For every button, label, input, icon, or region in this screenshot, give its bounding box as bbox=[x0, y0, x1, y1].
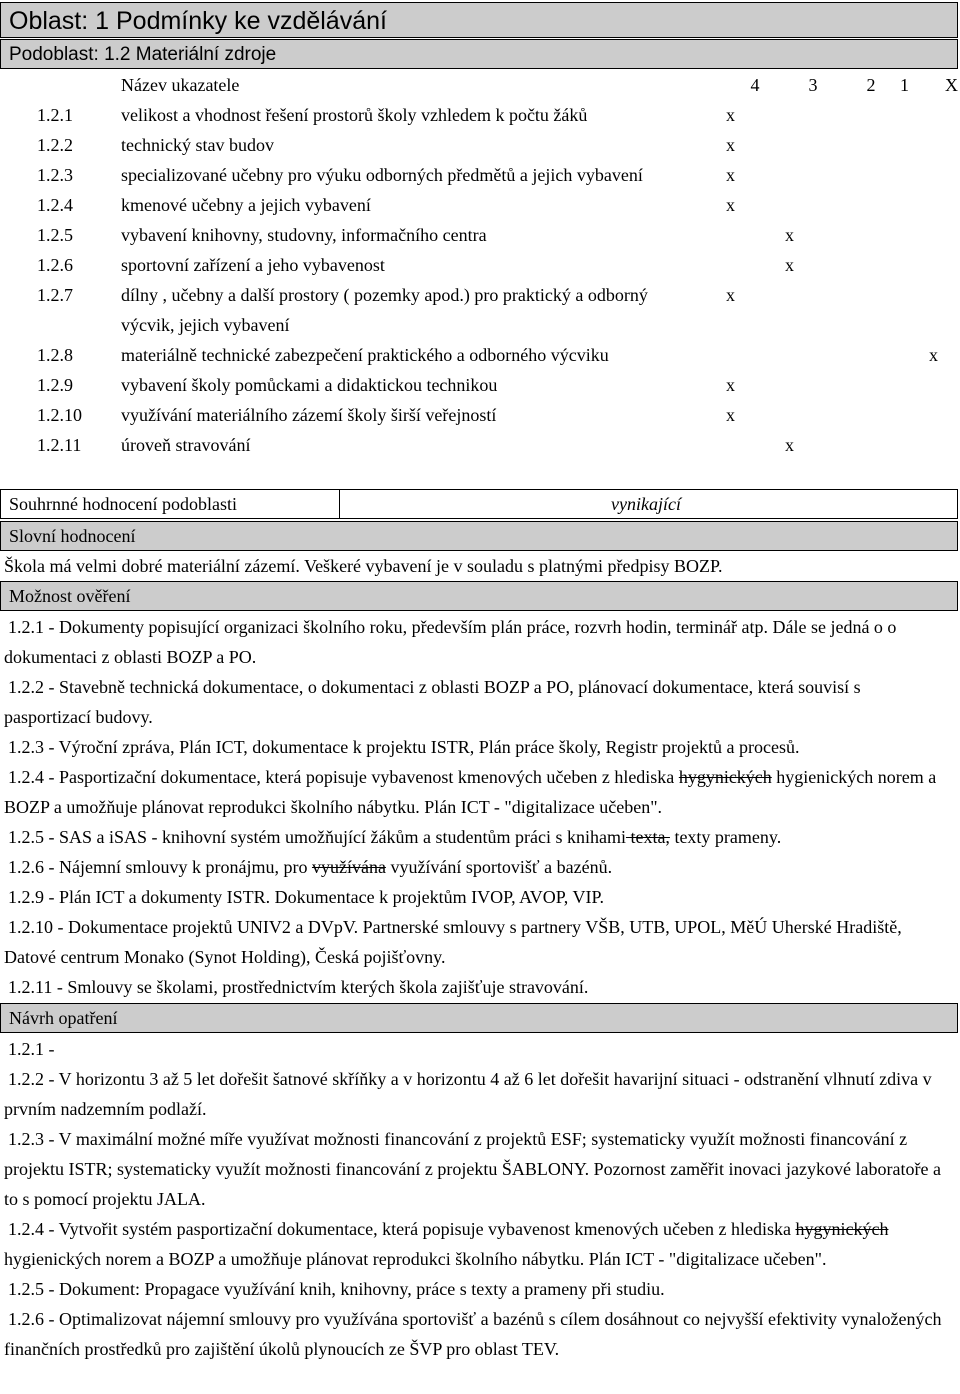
indicator-code: 1.2.5 bbox=[37, 225, 73, 245]
summary-row bbox=[0, 489, 958, 519]
score-mark: x bbox=[726, 375, 735, 395]
score-cell bbox=[784, 130, 842, 160]
score-cell bbox=[900, 250, 958, 280]
score-cell bbox=[784, 100, 842, 130]
indicator-name: materiálně technické zabezpečení praktického a odborného výcviku bbox=[121, 345, 609, 365]
navrh-header: Návrh opatření bbox=[0, 1003, 958, 1033]
indicator-code: 1.2.7 bbox=[37, 285, 73, 305]
item-text-continued: využívání sportovišť a bazénů. bbox=[385, 857, 613, 877]
score-cell bbox=[900, 100, 958, 130]
spacer-cell bbox=[700, 100, 726, 130]
spacer-cell bbox=[700, 340, 726, 370]
table-row bbox=[0, 280, 958, 340]
struck-text: využívána bbox=[311, 857, 386, 877]
score-cell bbox=[842, 430, 900, 460]
spacer-cell bbox=[700, 220, 726, 250]
score-mark: x bbox=[785, 255, 794, 275]
indicator-name: technický stav budov bbox=[121, 135, 274, 155]
score-cell bbox=[900, 160, 958, 190]
item-text: 1.2.4 - Pasportizační dokumentace, která popisuje vybavenost kmenových učeben z hlediska bbox=[8, 767, 679, 787]
item-text-continued: hygienických norem a BOZP a umožňuje plánovat reprodukci školního nábytku. Plán ICT - "digitalizace učeben". bbox=[4, 1249, 827, 1269]
score-cell bbox=[842, 280, 900, 340]
item-text: 1.2.10 - Dokumentace projektů UNIV2 a DVpV. Partnerské smlouvy s partnery VŠB, UTB, UPOL, MěÚ Uherské Hradiště, Datové centrum Monako (Synot Holding), Česká pojišťovny. bbox=[4, 917, 902, 967]
score-cell bbox=[784, 190, 842, 220]
indicator-table bbox=[0, 70, 958, 460]
spacer-cell bbox=[700, 250, 726, 280]
item-text: 1.2.2 - Stavebně technická dokumentace, o dokumentaci z oblasti BOZP a PO, plánovací dokumentace, která souvisí s pasportizací budovy. bbox=[4, 677, 861, 727]
name-column-header: Název ukazatele bbox=[121, 75, 240, 95]
item-text: 1.2.3 - Výroční zpráva, Plán ICT, dokumentace k projektu ISTR, Plán práce školy, Registr projektů a procesů. bbox=[8, 737, 800, 757]
spacer-cell bbox=[700, 280, 726, 340]
score-cell bbox=[784, 400, 842, 430]
score-cell bbox=[842, 190, 900, 220]
item-text: 1.2.9 - Plán ICT a dokumenty ISTR. Dokumentace k projektům IVOP, AVOP, VIP. bbox=[8, 887, 604, 907]
score-mark: x bbox=[929, 345, 938, 365]
indicator-code: 1.2.3 bbox=[37, 165, 73, 185]
score-cell bbox=[842, 220, 900, 250]
score-cell bbox=[784, 340, 842, 370]
spacer-cell bbox=[700, 130, 726, 160]
item-text: 1.2.5 - SAS a iSAS - knihovní systém umožňující žákům a studentům práci s knihami bbox=[8, 827, 626, 847]
score-mark: x bbox=[785, 225, 794, 245]
score-cell bbox=[900, 370, 958, 400]
indicator-name: velikost a vhodnost řešení prostorů školy vzhledem k počtu žáků bbox=[121, 105, 588, 125]
podoblast-header: Podoblast: 1.2 Materiální zdroje bbox=[0, 39, 958, 69]
list-item bbox=[4, 1274, 944, 1304]
indicator-code: 1.2.11 bbox=[37, 435, 82, 455]
indicator-name: úroveň stravování bbox=[121, 435, 251, 455]
indicator-name: specializované učebny pro výuku odborných předmětů a jejich vybavení bbox=[121, 165, 643, 185]
table-row bbox=[0, 400, 958, 430]
score-header-4: 4 bbox=[750, 75, 760, 95]
item-text: 1.2.1 - bbox=[8, 1039, 55, 1059]
score-header-1-and-X: 1 X bbox=[900, 75, 958, 95]
item-text: 1.2.1 - Dokumenty popisující organizaci školního roku, především plán práce, rozvrh hodin, terminář atp. Dále se jedná o o dokumentaci z oblasti BOZP a PO. bbox=[4, 617, 897, 667]
table-header-row bbox=[0, 70, 958, 100]
slovni-text: Škola má velmi dobré materiální zázemí. Veškeré vybavení je v souladu s platnými předpisy BOZP. bbox=[4, 556, 723, 576]
table-row bbox=[0, 340, 958, 370]
item-text: 1.2.3 - V maximální možné míře využívat možnosti financování z projektů ESF; systematicky využít možnosti financování z projektu ISTR; systematicky využít možnosti financování z projektu ŠABLONY. Pozornost zaměřit inovaci jazykové laboratoře a to s pomocí projektu JALA. bbox=[4, 1129, 941, 1209]
list-item bbox=[4, 1124, 944, 1214]
struck-text: texta, bbox=[625, 827, 670, 847]
score-cell bbox=[842, 250, 900, 280]
score-cell bbox=[784, 370, 842, 400]
oblast-header: Oblast: 1 Podmínky ke vzdělávání bbox=[0, 2, 958, 38]
score-mark: x bbox=[785, 435, 794, 455]
table-row bbox=[0, 160, 958, 190]
list-item bbox=[4, 912, 944, 972]
score-cell bbox=[726, 220, 784, 250]
summary-label: Souhrnné hodnocení podoblasti bbox=[9, 494, 237, 514]
score-cell bbox=[726, 250, 784, 280]
score-cell bbox=[842, 370, 900, 400]
table-row bbox=[0, 370, 958, 400]
score-cell bbox=[842, 130, 900, 160]
score-cell bbox=[842, 340, 900, 370]
score-mark: x bbox=[726, 285, 735, 305]
indicator-name: kmenové učebny a jejich vybavení bbox=[121, 195, 371, 215]
score-cell bbox=[900, 190, 958, 220]
summary-value: vynikající bbox=[611, 494, 681, 514]
moznost-header: Možnost ověření bbox=[0, 581, 958, 611]
item-text: 1.2.11 - Smlouvy se školami, prostřednictvím kterých škola zajišťuje stravování. bbox=[8, 977, 589, 997]
indicator-code: 1.2.6 bbox=[37, 255, 73, 275]
list-item bbox=[4, 882, 944, 912]
list-item bbox=[4, 1034, 944, 1064]
item-text-continued: texty prameny. bbox=[669, 827, 782, 847]
indicator-name: dílny , učebny a další prostory ( pozemky apod.) pro praktický a odborný výcvik, jejich vybavení bbox=[121, 285, 648, 335]
indicator-code: 1.2.1 bbox=[37, 105, 73, 125]
summary-divider bbox=[339, 490, 340, 518]
table-row bbox=[0, 100, 958, 130]
list-item bbox=[4, 1064, 944, 1124]
score-cell bbox=[842, 160, 900, 190]
score-mark: x bbox=[726, 135, 735, 155]
item-text: 1.2.6 - Nájemní smlouvy k pronájmu, pro bbox=[8, 857, 312, 877]
indicator-code: 1.2.10 bbox=[37, 405, 82, 425]
list-item bbox=[4, 762, 944, 822]
score-cell bbox=[726, 430, 784, 460]
list-item bbox=[4, 822, 944, 852]
item-text: 1.2.5 - Dokument: Propagace využívání knih, knihovny, práce s texty a prameny při studiu. bbox=[8, 1279, 665, 1299]
list-item bbox=[4, 1214, 944, 1274]
score-cell bbox=[842, 400, 900, 430]
indicator-name: sportovní zařízení a jeho vybavenost bbox=[121, 255, 385, 275]
indicator-code: 1.2.9 bbox=[37, 375, 73, 395]
score-header-2: 2 bbox=[866, 75, 876, 95]
score-cell bbox=[900, 400, 958, 430]
list-item bbox=[4, 1304, 944, 1364]
spacer-cell bbox=[700, 160, 726, 190]
score-mark: x bbox=[726, 195, 735, 215]
indicator-name: vybavení školy pomůckami a didaktickou technikou bbox=[121, 375, 498, 395]
item-text: 1.2.6 - Optimalizovat nájemní smlouvy pro využívána sportovišť a bazénů s cílem dosáhnout co nejvyšší efektivity vynaložených finančních prostředků pro zajištění úkolů plynoucích ze ŠVP pro oblast TEV. bbox=[4, 1309, 942, 1359]
struck-text: hygynických bbox=[678, 767, 772, 787]
spacer-cell bbox=[700, 370, 726, 400]
indicator-code: 1.2.4 bbox=[37, 195, 73, 215]
struck-text: hygynických bbox=[795, 1219, 889, 1239]
score-cell bbox=[900, 430, 958, 460]
spacer-cell bbox=[700, 430, 726, 460]
table-row bbox=[0, 130, 958, 160]
list-item bbox=[4, 972, 944, 1002]
table-row bbox=[0, 220, 958, 250]
item-text: 1.2.2 - V horizontu 3 až 5 let dořešit šatnové skříňky a v horizontu 4 až 6 let dořešit havarijní situaci - odstranění vlhnutí zdiva v prvním nadzemním podlaží. bbox=[4, 1069, 932, 1119]
moznost-list bbox=[4, 612, 944, 1002]
indicator-name: vybavení knihovny, studovny, informačního centra bbox=[121, 225, 487, 245]
score-cell bbox=[900, 220, 958, 250]
list-item bbox=[4, 672, 944, 732]
spacer-cell bbox=[700, 400, 726, 430]
table-row bbox=[0, 250, 958, 280]
score-mark: x bbox=[726, 165, 735, 185]
table-row bbox=[0, 430, 958, 460]
list-item bbox=[4, 852, 944, 882]
spacer-cell bbox=[700, 190, 726, 220]
indicator-name: využívání materiálního zázemí školy širší veřejností bbox=[121, 405, 497, 425]
score-header-3: 3 bbox=[808, 75, 818, 95]
item-text-continued: hygienických norem a BOZP a umožňuje plánovat reprodukci školního nábytku. Plán ICT - "digitalizace učeben". bbox=[4, 767, 937, 817]
table-row bbox=[0, 190, 958, 220]
score-cell bbox=[900, 130, 958, 160]
score-mark: x bbox=[726, 105, 735, 125]
score-cell bbox=[726, 340, 784, 370]
score-mark: x bbox=[726, 405, 735, 425]
navrh-list bbox=[4, 1034, 944, 1364]
score-cell bbox=[842, 100, 900, 130]
list-item bbox=[4, 612, 944, 672]
slovni-header: Slovní hodnocení bbox=[0, 521, 958, 551]
indicator-code: 1.2.2 bbox=[37, 135, 73, 155]
score-cell bbox=[784, 160, 842, 190]
item-text: 1.2.4 - Vytvořit systém pasportizační dokumentace, která popisuje vybavenost kmenových učeben z hlediska bbox=[8, 1219, 796, 1239]
score-cell bbox=[784, 280, 842, 340]
score-cell bbox=[900, 280, 958, 340]
list-item bbox=[4, 732, 944, 762]
indicator-code: 1.2.8 bbox=[37, 345, 73, 365]
